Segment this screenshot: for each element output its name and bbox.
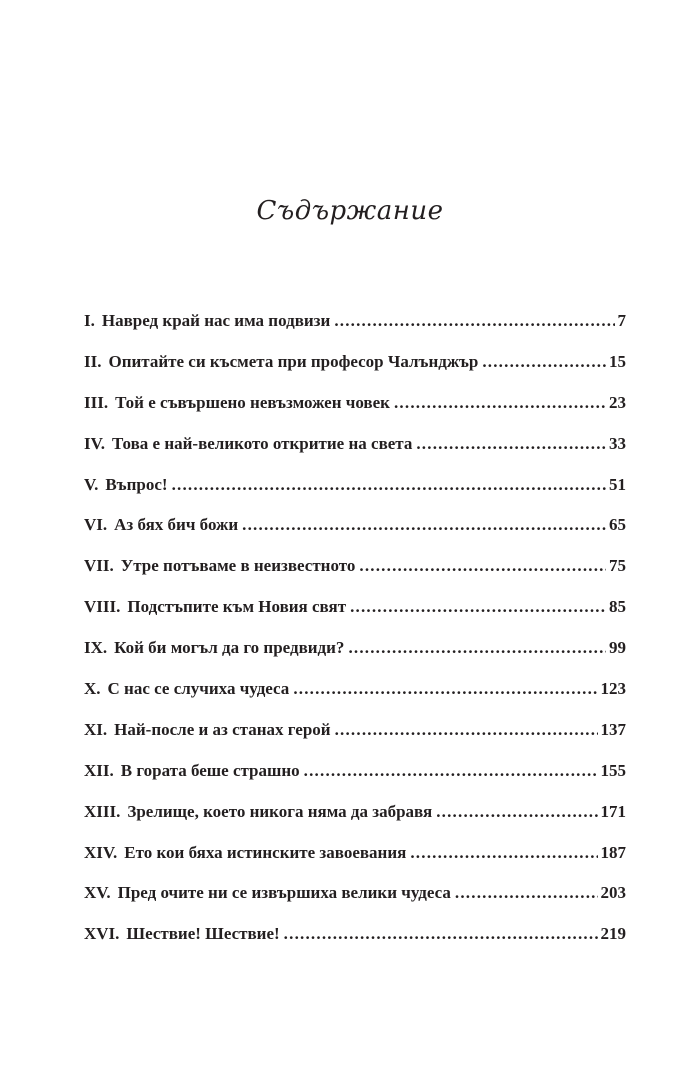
chapter-numeral: III.	[84, 392, 109, 412]
page-number: 187	[600, 842, 626, 862]
toc-entry	[84, 393, 626, 434]
dot-leader	[335, 720, 598, 740]
page-number: 137	[600, 719, 626, 739]
chapter-title: Утре потъваме в неизвестното	[120, 556, 356, 576]
toc-entry	[84, 352, 626, 393]
dot-leader	[455, 883, 598, 903]
toc-entry	[84, 679, 626, 720]
dot-leader	[304, 761, 598, 781]
page-number: 23	[609, 392, 626, 412]
toc-entry	[84, 515, 626, 556]
chapter-numeral: II.	[84, 351, 102, 371]
chapter-title: Той е съвършено невъзможен човек	[115, 392, 390, 412]
toc-entry	[84, 720, 626, 761]
toc-entry	[84, 434, 626, 475]
chapter-title: Подстъпите към Новия свят	[127, 597, 347, 617]
page-number: 155	[600, 760, 626, 780]
chapter-title: Аз бях бич божи	[114, 515, 239, 535]
toc-entry	[84, 638, 626, 679]
toc-entry	[84, 597, 626, 638]
dot-leader	[293, 679, 597, 699]
dot-leader	[416, 434, 606, 454]
toc-entry	[84, 556, 626, 597]
chapter-title: Най-после и аз станах герой	[114, 719, 331, 739]
chapter-title: С нас се случиха чудеса	[107, 679, 290, 699]
chapter-numeral: IX.	[84, 638, 108, 658]
chapter-title: Зрелище, което никога няма да забравя	[127, 801, 433, 821]
page-number: 75	[609, 556, 626, 576]
page-number: 65	[609, 515, 626, 535]
dot-leader	[334, 311, 614, 331]
chapter-numeral: XIV.	[84, 842, 118, 862]
chapter-numeral: X.	[84, 679, 101, 699]
dot-leader	[359, 556, 606, 576]
toc-entry	[84, 802, 626, 843]
toc-entry	[84, 883, 626, 924]
chapter-numeral: VIII.	[84, 597, 121, 617]
toc-entry	[84, 475, 626, 516]
chapter-title: Кой би могъл да го предвиди?	[114, 638, 345, 658]
page-number: 33	[609, 433, 626, 453]
page-number: 15	[609, 351, 626, 371]
page-number: 123	[600, 679, 626, 699]
chapter-title: Опитайте си късмета при професор Чалънджър	[108, 351, 479, 371]
dot-leader	[350, 597, 606, 617]
page-number: 51	[609, 474, 626, 494]
toc-entry	[84, 761, 626, 802]
chapter-title: Ето кои бяха истинските завоевания	[124, 842, 407, 862]
chapter-numeral: IV.	[84, 433, 105, 453]
page-number: 171	[600, 801, 626, 821]
page-number: 219	[600, 924, 626, 944]
chapter-numeral: I.	[84, 311, 95, 330]
toc-entry	[84, 843, 626, 884]
chapter-numeral: XIII.	[84, 801, 121, 821]
dot-leader	[284, 924, 598, 944]
chapter-numeral: XVI.	[84, 924, 120, 944]
chapter-numeral: VI.	[84, 515, 108, 535]
dot-leader	[410, 843, 597, 863]
chapter-title: Шествие! Шествие!	[126, 924, 280, 944]
dot-leader	[242, 515, 606, 535]
toc-entry	[84, 311, 626, 352]
chapter-title: Навред край нас има подвизи	[101, 311, 331, 330]
dot-leader	[482, 352, 606, 372]
page-number: 203	[600, 883, 626, 903]
toc-entry	[84, 924, 626, 965]
chapter-title: Въпрос!	[105, 474, 168, 494]
dot-leader	[436, 802, 597, 822]
page-number: 7	[617, 311, 626, 330]
table-of-contents	[84, 311, 626, 965]
dot-leader	[348, 638, 606, 658]
chapter-title: Това е най-великото откритие на света	[111, 433, 413, 453]
dot-leader	[172, 475, 606, 495]
chapter-numeral: V.	[84, 474, 99, 494]
page-number: 85	[609, 597, 626, 617]
chapter-numeral: XV.	[84, 883, 111, 903]
page-title: Съдържание	[256, 196, 444, 226]
chapter-numeral: XI.	[84, 719, 108, 739]
chapter-title: Пред очите ни се извършиха велики чудеса	[117, 883, 451, 903]
chapter-title: В гората беше страшно	[120, 760, 300, 780]
chapter-numeral: VII.	[84, 556, 114, 576]
chapter-numeral: XII.	[84, 760, 114, 780]
dot-leader	[394, 393, 606, 413]
page-number: 99	[609, 638, 626, 658]
